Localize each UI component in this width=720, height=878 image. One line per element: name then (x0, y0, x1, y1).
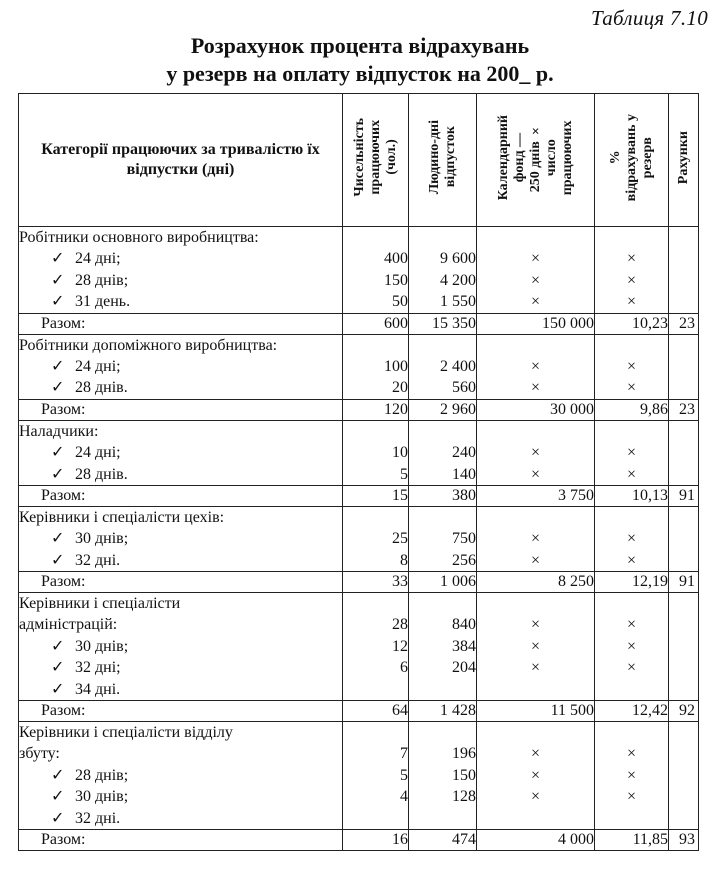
cross-mark: × (626, 659, 637, 677)
cross-mark: × (530, 465, 541, 483)
person-days-cell-value: 128 (452, 788, 476, 806)
total-account: 91 (669, 572, 699, 593)
count-cell (343, 334, 409, 399)
category-title: збуту: (19, 745, 60, 763)
person-days-cell (409, 334, 477, 399)
total-person-days: 1 428 (409, 701, 477, 722)
count-cell (343, 506, 409, 571)
total-count: 16 (343, 829, 409, 850)
checkmark-icon: ✓ (51, 680, 65, 698)
group-rows (19, 227, 699, 314)
cross-mark: × (626, 293, 637, 311)
total-count: 33 (343, 572, 409, 593)
cross-mark: × (626, 379, 637, 397)
total-calendar-fund: 30 000 (477, 399, 595, 420)
cross-mark: × (626, 637, 637, 655)
total-account: 23 (669, 399, 699, 420)
category-cell (19, 420, 343, 485)
header-row (19, 94, 699, 227)
percent-cell (595, 420, 669, 485)
count-cell-value: 50 (392, 293, 408, 311)
total-person-days: 380 (409, 485, 477, 506)
total-label: Разом: (19, 313, 343, 334)
person-days-cell-value: 204 (452, 659, 476, 677)
total-label: Разом: (19, 701, 343, 722)
category-cell (19, 506, 343, 571)
duration-label: 32 дні. (75, 809, 121, 827)
duration-item (19, 291, 342, 312)
duration-label: 28 днів. (75, 465, 128, 483)
cross-mark: × (626, 530, 637, 548)
checkmark-icon: ✓ (51, 250, 65, 268)
duration-label: 28 днів; (75, 271, 129, 289)
total-label: Разом: (19, 572, 343, 593)
checkmark-icon: ✓ (51, 788, 65, 806)
duration-label: 24 дні; (75, 357, 121, 375)
checkmark-icon: ✓ (51, 444, 65, 462)
category-cell (19, 593, 343, 701)
total-person-days: 2 960 (409, 399, 477, 420)
cross-mark: × (626, 357, 637, 375)
group-rows (19, 334, 699, 399)
total-percent: 10,13 (595, 485, 669, 506)
header-count: Чисельність працюючих (чол.) (343, 94, 409, 227)
cross-mark: × (530, 444, 541, 462)
total-row (19, 701, 699, 722)
count-cell (343, 420, 409, 485)
cross-mark: × (530, 616, 541, 634)
category-title: Наладчики: (19, 422, 99, 440)
total-account: 91 (669, 485, 699, 506)
cross-mark: × (626, 250, 637, 268)
table-title-line-1: Розрахунок процента відрахувань (190, 33, 530, 58)
total-percent: 10,23 (595, 313, 669, 334)
calendar-fund-cell (477, 593, 595, 701)
total-percent: 12,42 (595, 701, 669, 722)
group-rows (19, 722, 699, 830)
person-days-cell-value: 140 (452, 465, 476, 483)
category-title: Керівники і спеціалісти відділу (19, 724, 233, 742)
percent-cell (595, 506, 669, 571)
group-rows (19, 506, 699, 571)
person-days-cell (409, 722, 477, 830)
person-days-cell-value: 384 (452, 637, 476, 655)
cross-mark: × (530, 293, 541, 311)
cross-mark: × (530, 788, 541, 806)
duration-item (19, 808, 342, 829)
total-label: Разом: (19, 829, 343, 850)
duration-item (19, 657, 342, 678)
person-days-cell-value: 2 400 (440, 357, 476, 375)
duration-item (19, 528, 342, 549)
duration-label: 31 день. (75, 293, 131, 311)
total-count: 15 (343, 485, 409, 506)
duration-label: 30 днів; (75, 788, 129, 806)
person-days-cell-value: 196 (452, 745, 476, 763)
total-person-days: 1 006 (409, 572, 477, 593)
count-cell (343, 722, 409, 830)
cross-mark: × (530, 357, 541, 375)
header-accounts: Рахунки (669, 94, 699, 227)
duration-item (19, 765, 342, 786)
count-cell-value: 4 (400, 788, 408, 806)
duration-item (19, 356, 342, 377)
checkmark-icon: ✓ (51, 271, 65, 289)
header-calendar-fund: Календарний фонд — 250 днів × число працюючих (477, 94, 595, 227)
table-number: Таблиця 7.10 (591, 6, 708, 30)
total-count: 600 (343, 313, 409, 334)
header-percent: % відрахувань у резерв (595, 94, 669, 227)
cross-mark: × (626, 465, 637, 483)
group-rows (19, 420, 699, 485)
total-person-days: 474 (409, 829, 477, 850)
total-calendar-fund: 4 000 (477, 829, 595, 850)
category-title: Керівники і спеціалісти (19, 595, 181, 613)
cross-mark: × (530, 745, 541, 763)
person-days-cell-value: 1 550 (440, 293, 476, 311)
person-days-cell (409, 420, 477, 485)
person-days-cell (409, 593, 477, 701)
group-rows (19, 593, 699, 701)
person-days-cell-value: 4 200 (440, 271, 476, 289)
accounts-cell (669, 506, 699, 571)
category-title: адміністрацій: (19, 616, 118, 634)
count-cell-value: 5 (400, 766, 408, 784)
count-cell-value: 5 (400, 465, 408, 483)
total-count: 120 (343, 399, 409, 420)
total-row (19, 485, 699, 506)
count-cell-value: 25 (392, 530, 408, 548)
total-account: 92 (669, 701, 699, 722)
percent-cell (595, 593, 669, 701)
checkmark-icon: ✓ (51, 530, 65, 548)
count-cell-value: 8 (400, 551, 408, 569)
total-count: 64 (343, 701, 409, 722)
duration-item (19, 679, 342, 700)
cross-mark: × (626, 745, 637, 763)
person-days-cell (409, 227, 477, 314)
total-row (19, 572, 699, 593)
checkmark-icon: ✓ (51, 379, 65, 397)
category-title: Робітники основного виробництва: (19, 229, 259, 246)
duration-item (19, 786, 342, 807)
total-label: Разом: (19, 485, 343, 506)
total-percent: 11,85 (595, 829, 669, 850)
count-cell-value: 20 (392, 379, 408, 397)
reserve-table (18, 93, 699, 851)
count-cell-value: 400 (384, 250, 408, 268)
checkmark-icon: ✓ (51, 637, 65, 655)
accounts-cell (669, 722, 699, 830)
total-person-days: 15 350 (409, 313, 477, 334)
duration-label: 28 днів; (75, 766, 129, 784)
duration-label: 30 днів; (75, 637, 129, 655)
calendar-fund-cell (477, 722, 595, 830)
duration-item (19, 636, 342, 657)
table-title-line-2: у резерв на оплату відпусток на 200_ р. (166, 61, 554, 86)
person-days-cell (409, 506, 477, 571)
count-cell-value: 10 (392, 444, 408, 462)
checkmark-icon: ✓ (51, 809, 65, 827)
checkmark-icon: ✓ (51, 357, 65, 375)
percent-cell (595, 334, 669, 399)
cross-mark: × (626, 616, 637, 634)
person-days-cell-value: 560 (452, 379, 476, 397)
percent-cell (595, 722, 669, 830)
count-cell (343, 227, 409, 314)
header-person-days: Людино-дні відпусток (409, 94, 477, 227)
total-calendar-fund: 3 750 (477, 485, 595, 506)
cross-mark: × (626, 788, 637, 806)
duration-item (19, 248, 342, 269)
total-percent: 12,19 (595, 572, 669, 593)
category-title: Робітники допоміжного виробництва: (19, 336, 278, 354)
person-days-cell-value: 256 (452, 551, 476, 569)
duration-label: 34 дні. (75, 680, 121, 698)
duration-item (19, 464, 342, 485)
person-days-cell-value: 840 (452, 616, 476, 634)
checkmark-icon: ✓ (51, 293, 65, 311)
person-days-cell-value: 150 (452, 766, 476, 784)
category-cell (19, 227, 343, 314)
checkmark-icon: ✓ (51, 465, 65, 483)
header-category: Категорії працюючих за тривалістю їх відпустки (дні) (19, 94, 343, 227)
category-title: Керівники і спеціалісти цехів: (19, 508, 225, 526)
count-cell-value: 12 (392, 637, 408, 655)
percent-cell (595, 227, 669, 314)
total-calendar-fund: 150 000 (477, 313, 595, 334)
cross-mark: × (626, 551, 637, 569)
accounts-cell (669, 334, 699, 399)
duration-item (19, 270, 342, 291)
total-calendar-fund: 11 500 (477, 701, 595, 722)
total-row (19, 313, 699, 334)
cross-mark: × (530, 637, 541, 655)
count-cell (343, 593, 409, 701)
duration-item (19, 377, 342, 398)
duration-label: 32 дні. (75, 551, 121, 569)
duration-label: 24 дні; (75, 444, 121, 462)
cross-mark: × (530, 551, 541, 569)
cross-mark: × (626, 766, 637, 784)
total-calendar-fund: 8 250 (477, 572, 595, 593)
person-days-cell-value: 750 (452, 530, 476, 548)
cross-mark: × (530, 659, 541, 677)
category-cell (19, 722, 343, 830)
cross-mark: × (530, 271, 541, 289)
cross-mark: × (530, 250, 541, 268)
duration-label: 24 дні; (75, 250, 121, 268)
person-days-cell-value: 9 600 (440, 250, 476, 268)
checkmark-icon: ✓ (51, 551, 65, 569)
cross-mark: × (626, 444, 637, 462)
total-percent: 9,86 (595, 399, 669, 420)
person-days-cell-value: 240 (452, 444, 476, 462)
duration-label: 30 днів; (75, 530, 129, 548)
cross-mark: × (530, 379, 541, 397)
duration-label: 32 дні; (75, 659, 121, 677)
total-row (19, 829, 699, 850)
total-row (19, 399, 699, 420)
total-account: 23 (669, 313, 699, 334)
cross-mark: × (530, 766, 541, 784)
count-cell-value: 6 (400, 659, 408, 677)
calendar-fund-cell (477, 227, 595, 314)
accounts-cell (669, 593, 699, 701)
total-label: Разом: (19, 399, 343, 420)
accounts-cell (669, 227, 699, 314)
category-cell (19, 334, 343, 399)
duration-item (19, 550, 342, 571)
checkmark-icon: ✓ (51, 659, 65, 677)
calendar-fund-cell (477, 506, 595, 571)
count-cell-value: 100 (384, 357, 408, 375)
checkmark-icon: ✓ (51, 766, 65, 784)
accounts-cell (669, 420, 699, 485)
duration-label: 28 днів. (75, 379, 128, 397)
count-cell-value: 7 (400, 745, 408, 763)
cross-mark: × (626, 271, 637, 289)
count-cell-value: 150 (384, 271, 408, 289)
count-cell-value: 28 (392, 616, 408, 634)
duration-item (19, 442, 342, 463)
calendar-fund-cell (477, 420, 595, 485)
total-account: 93 (669, 829, 699, 850)
cross-mark: × (530, 530, 541, 548)
calendar-fund-cell (477, 334, 595, 399)
